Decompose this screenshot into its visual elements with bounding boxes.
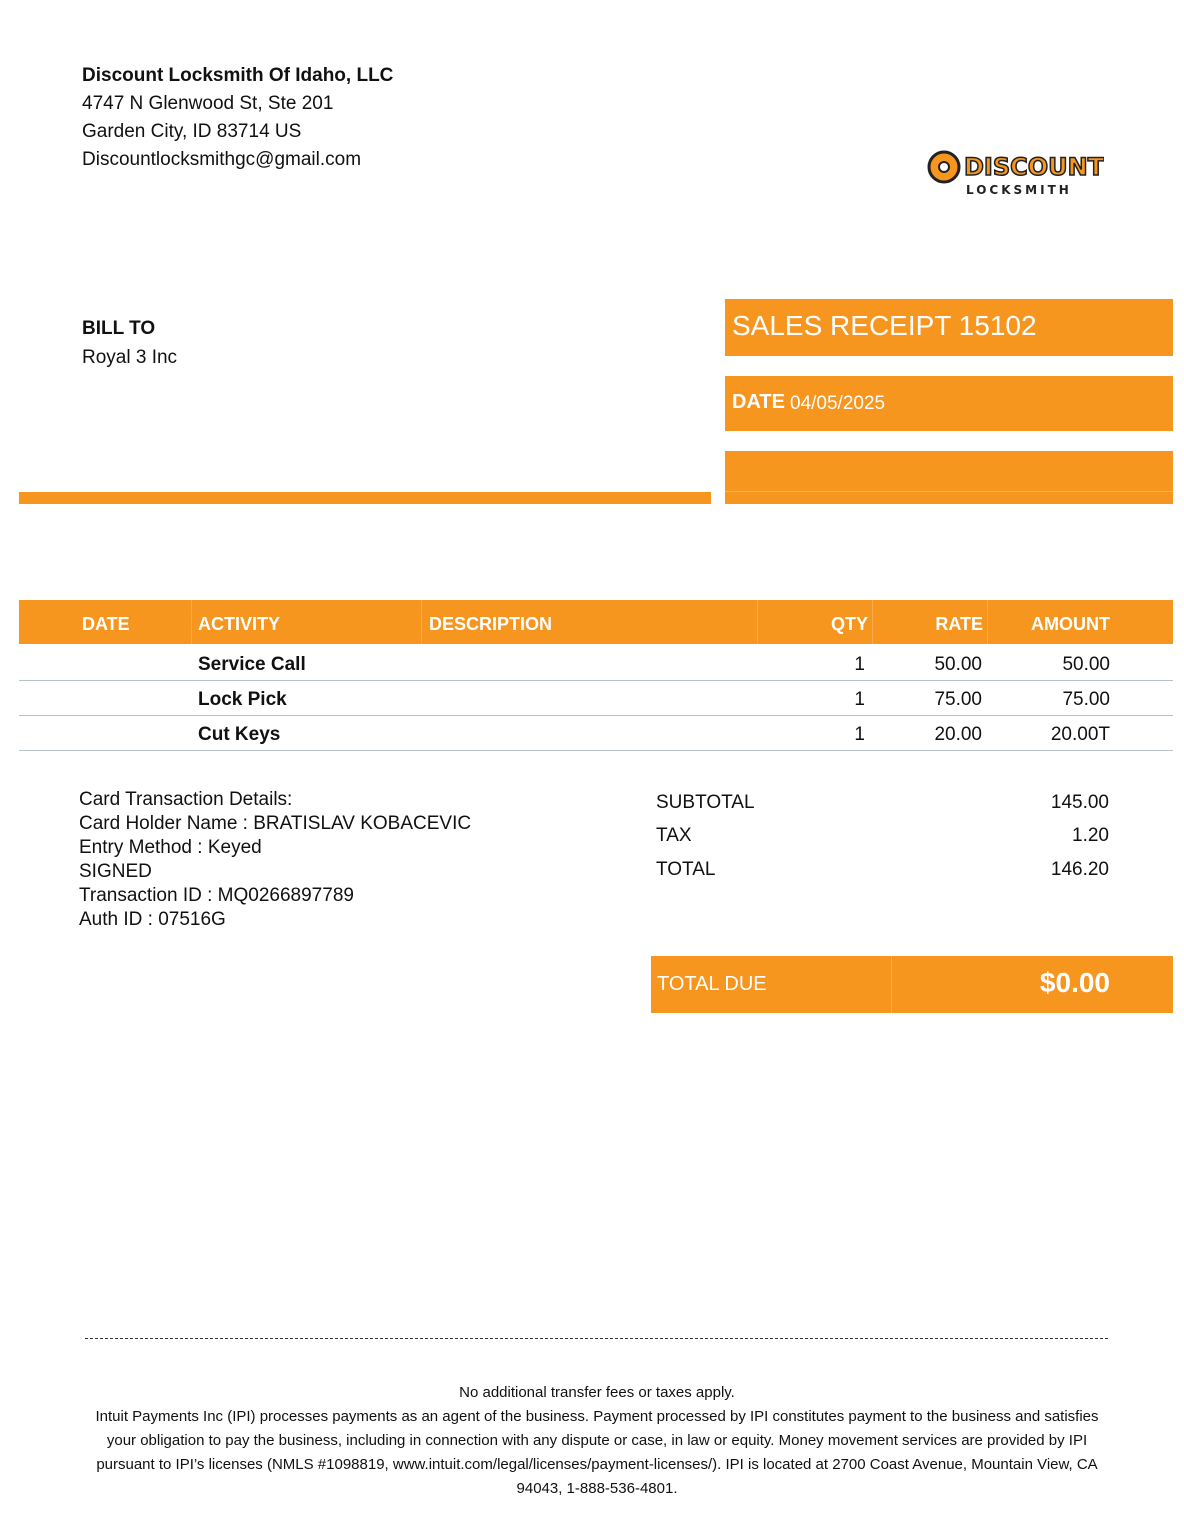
bill-to-name: Royal 3 Inc <box>82 347 178 368</box>
col-description-header: DESCRIPTION <box>429 614 553 634</box>
col-rate-header: RATE <box>935 614 983 634</box>
company-address-line1: 4747 N Glenwood St, Ste 201 <box>82 93 334 114</box>
total-value: 146.20 <box>1050 859 1109 880</box>
table-header <box>19 600 1173 644</box>
footer-note: No additional transfer fees or taxes apply. <box>459 1384 735 1401</box>
card-signed: SIGNED <box>79 861 152 882</box>
row-amount: 75.00 <box>1062 689 1110 710</box>
company-info <box>82 62 393 174</box>
col-amount-header: AMOUNT <box>1031 614 1110 634</box>
header-divider-stripe <box>19 492 711 504</box>
col-divider <box>191 600 192 644</box>
company-name: Discount Locksmith Of Idaho, LLC <box>82 65 394 86</box>
card-holder: Card Holder Name : BRATISLAV KOBACEVIC <box>79 813 472 834</box>
total-due-label: TOTAL DUE <box>657 973 767 995</box>
row-qty: 1 <box>854 724 865 745</box>
total-due-value: $0.00 <box>1039 967 1110 998</box>
row-rate: 75.00 <box>934 689 982 710</box>
row-rate: 20.00 <box>934 724 982 745</box>
card-transaction-details <box>79 788 471 932</box>
receipt-date-value: 04/05/2025 <box>790 393 886 414</box>
table-row <box>19 680 1173 716</box>
receipt-date-label: DATE <box>732 391 785 413</box>
footer-divider <box>85 1338 1108 1339</box>
tax-value: 1.20 <box>1072 825 1109 846</box>
bar-divider <box>725 491 1173 492</box>
col-qty-header: QTY <box>830 614 868 634</box>
col-divider <box>987 600 988 644</box>
row-rate: 50.00 <box>934 654 982 675</box>
card-auth-id: Auth ID : 07516G <box>79 909 226 930</box>
receipt-title-bar <box>725 299 1173 356</box>
col-date-header: DATE <box>82 614 130 634</box>
logo-bottom-text: LOCKSMITH <box>966 183 1072 197</box>
row-amount: 20.00T <box>1050 724 1110 745</box>
company-logo <box>926 145 1104 201</box>
receipt-title: SALES RECEIPT 15102 <box>732 310 1037 341</box>
card-entry-method: Entry Method : Keyed <box>79 837 262 858</box>
col-divider <box>421 600 422 644</box>
subtotal-value: 145.00 <box>1050 792 1109 813</box>
table-row <box>19 715 1173 751</box>
card-transaction-id: Transaction ID : MQ0266897789 <box>79 885 354 906</box>
card-heading: Card Transaction Details: <box>79 789 293 810</box>
row-activity: Cut Keys <box>198 724 281 745</box>
row-qty: 1 <box>854 689 865 710</box>
blank-info-bar <box>725 451 1173 504</box>
logo-top-text: DISCOUNT <box>964 153 1104 181</box>
bill-to-label: BILL TO <box>82 318 156 339</box>
col-divider <box>757 600 758 644</box>
key-icon <box>929 152 959 182</box>
bill-to-section <box>82 314 177 372</box>
table-row <box>19 645 1173 681</box>
company-email: Discountlocksmithgc@gmail.com <box>82 149 362 170</box>
col-activity-header: ACTIVITY <box>198 614 281 634</box>
row-activity: Lock Pick <box>198 689 287 710</box>
col-divider <box>872 600 873 644</box>
total-label: TOTAL <box>656 859 716 880</box>
tax-label: TAX <box>656 825 692 846</box>
row-amount: 50.00 <box>1062 654 1110 675</box>
subtotal-label: SUBTOTAL <box>656 792 755 813</box>
total-due-divider <box>891 956 892 1013</box>
total-due-bar <box>651 956 1173 1013</box>
receipt-date-bar <box>725 376 1173 431</box>
footer <box>82 1381 1112 1501</box>
row-qty: 1 <box>854 654 865 675</box>
footer-disclaimer: Intuit Payments Inc (IPI) processes payments as an agent of the business. Payment processed by IPI constitutes payment to the business and satisfies your obligation to pay the business, including in connection with any dispute or case, in law or equity. Money movement services are provided by IPI pursuant to IPI’s licenses (NMLS #1098819, www.intuit.com/legal/licenses/payment-licenses/). IPI is located at 2700 Coast Avenue, Mountain View, CA 94043, 1-888-536-4801. <box>95 1408 1099 1497</box>
company-address-line2: Garden City, ID 83714 US <box>82 121 302 142</box>
row-activity: Service Call <box>198 654 306 675</box>
